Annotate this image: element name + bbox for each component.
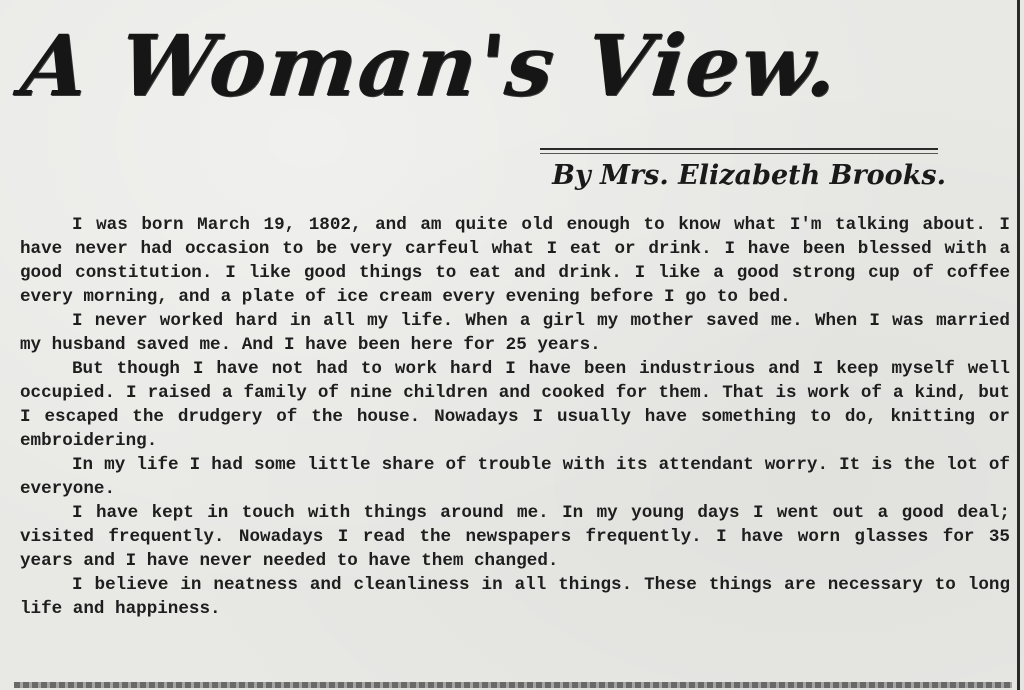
- paragraph-1: I was born March 19, 1802, and am quite old enough to know what I'm talking about. I have never had occasion to be very carfeul what I eat or drink. I have been blessed with a good constitution. I like good things to eat and drink. I like a good strong cup of coffee every morning, and a plate of ice cream every evening before I go to bed.: [20, 215, 1010, 307]
- paragraph-4: In my life I had some little share of trouble with its attendant worry. It is the lot of everyone.: [20, 455, 1010, 499]
- bottom-border: [14, 682, 1012, 688]
- byline-rule-thin: [540, 153, 938, 154]
- article-body: [20, 213, 1010, 621]
- paragraph-6: I believe in neatness and cleanliness in all things. These things are necessary to long life and happiness.: [20, 575, 1010, 619]
- paragraph-3: But though I have not had to work hard I have been industrious and I keep myself well occupied. I raised a family of nine children and cooked for them. That is work of a kind, but I escaped the drudgery of the house. Nowadays I usually have something to do, knitting or embroidering.: [20, 359, 1010, 451]
- paragraph-2: I never worked hard in all my life. When a girl my mother saved me. When I was married my husband saved me. And I have been here for 25 years.: [20, 311, 1010, 355]
- column-rule: [1017, 0, 1020, 690]
- article-title: A Woman's View.: [16, 16, 844, 115]
- article-byline: By Mrs. Elizabeth Brooks.: [552, 160, 946, 191]
- paragraph-5: I have kept in touch with things around me. In my young days I went out a good deal; visited frequently. Nowadays I read the newspapers frequently. I have worn glasses for 35 years and I have never needed to have them changed.: [20, 503, 1010, 571]
- byline-rule: [540, 148, 938, 150]
